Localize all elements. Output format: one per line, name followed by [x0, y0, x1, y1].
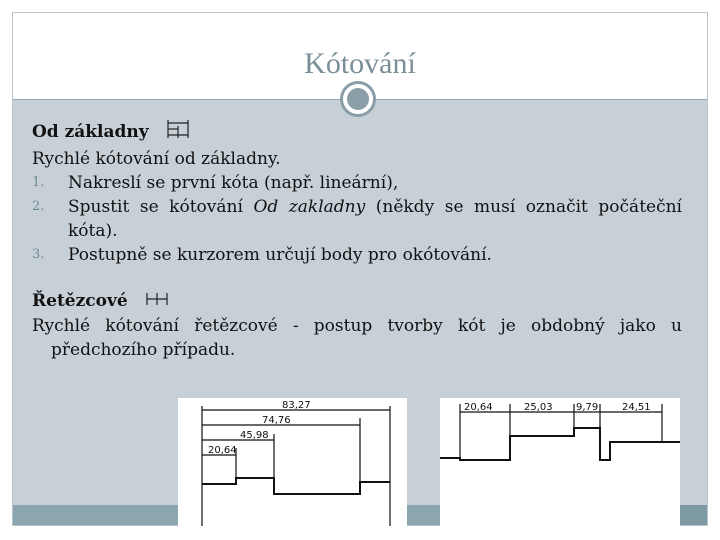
list-text: Postupně se kurzorem určují body pro okótování. — [68, 245, 492, 265]
dimension-label: 20,64 — [208, 445, 237, 456]
list-item — [32, 243, 682, 267]
list-number: 2. — [32, 199, 45, 214]
ring-ornament-icon — [340, 81, 376, 117]
section-heading-baseline: Od základny — [32, 122, 149, 142]
list-item — [32, 171, 682, 195]
dimension-label: 83,27 — [282, 400, 311, 411]
baseline-dimension-drawing — [178, 398, 407, 526]
dimension-label: 24,51 — [622, 402, 651, 413]
list-item — [32, 195, 682, 243]
dimension-label: 20,64 — [464, 402, 493, 413]
baseline-dimension-icon — [166, 118, 190, 147]
section-text: Rychlé kótování řetězcové - postup tvorby kót je obdobný jako u předchozího případu. — [32, 315, 682, 360]
list-number: 1. — [32, 175, 45, 190]
chain-dimension-icon — [145, 290, 169, 314]
slide-title: Kótování — [304, 47, 416, 80]
dimension-label: 74,76 — [262, 415, 291, 426]
slide-content — [32, 118, 682, 362]
dimension-label: 45,98 — [240, 430, 269, 441]
section-intro: Rychlé kótování od základny. — [32, 149, 281, 169]
section-heading-chain: Řetězcové — [32, 291, 128, 311]
dimension-label: 9,79 — [576, 402, 599, 413]
dimension-label: 25,03 — [524, 402, 553, 413]
list-text-italic: Od zakladny — [253, 197, 366, 217]
chain-dimension-drawing — [440, 398, 680, 526]
list-text-after: (někdy se musí označit počáteční kóta). — [68, 197, 682, 241]
list-text: Nakreslí se první kóta (např. lineární), — [68, 173, 399, 193]
list-text-before: Spustit se kótování — [68, 197, 254, 217]
list-number: 3. — [32, 247, 45, 262]
